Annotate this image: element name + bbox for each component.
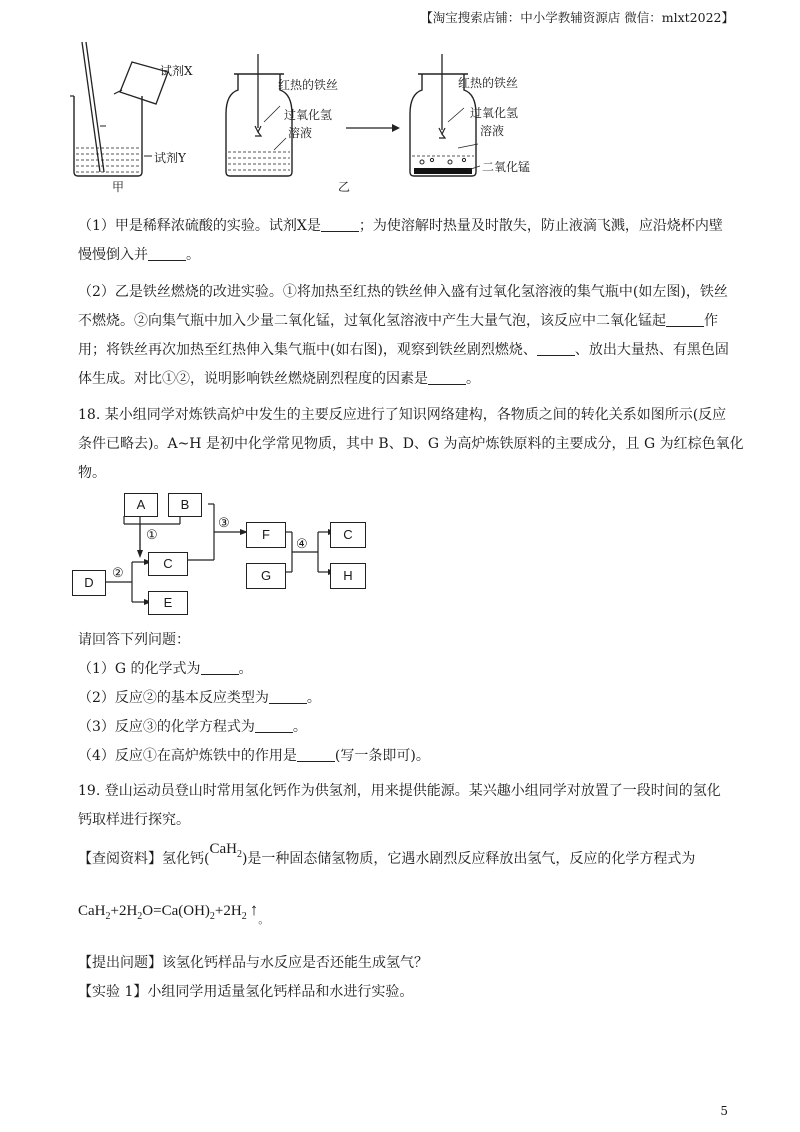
caption-jia: 甲 bbox=[112, 180, 125, 194]
q17-p1-a: （1）甲是稀释浓硫酸的实验。试剂Ⅹ是 bbox=[78, 218, 321, 234]
caption-yi: 乙 bbox=[338, 180, 351, 194]
answer-blank[interactable] bbox=[297, 747, 335, 762]
eq-term-1: CaH bbox=[78, 903, 106, 919]
node-h: H bbox=[330, 563, 366, 589]
q17-part2-line1: （2）乙是铁丝燃烧的改进实验。①将加热至红热的铁丝伸入盛有过氧化氢溶液的集气瓶中(如左图)，铁丝 bbox=[78, 284, 728, 300]
node-f: F bbox=[246, 522, 286, 548]
q18-question-4 bbox=[78, 745, 430, 765]
label-left-wire: 红热的铁丝 bbox=[278, 78, 339, 92]
q19-formula-main: CaH bbox=[209, 841, 237, 857]
q19-data-b: )是一种固态储氢物质，它遇水剧烈反应释放出氢气，反应的化学方程式为 bbox=[241, 851, 696, 867]
node-c-product: C bbox=[330, 522, 366, 548]
label-right-wire: 红热的铁丝 bbox=[458, 76, 519, 90]
q19-intro-1: 19. 登山运动员登山时常用氢化钙作为供氢剂，用来提供能源。某兴趣小组同学对放置了一段时间的氢化 bbox=[78, 783, 721, 799]
eq-end: 。 bbox=[258, 914, 270, 926]
q18-q4-b: (写一条即可)。 bbox=[334, 748, 430, 764]
q18-q4-a: （4）反应①在高炉炼铁中的作用是 bbox=[78, 748, 297, 764]
q17-p2-d: 用；将铁丝再次加热至红热伸入集气瓶中(如右图)，观察到铁丝剧烈燃烧、 bbox=[78, 342, 537, 358]
q19-data-a: 【查阅资料】氢化钙( bbox=[78, 851, 210, 867]
reaction-2-label: ② bbox=[112, 566, 124, 581]
label-left-solution-1: 过氧化氢 bbox=[284, 108, 333, 122]
q17-part1-line1 bbox=[78, 215, 723, 235]
label-reagent-x: 试剂X bbox=[160, 64, 193, 78]
q18-intro-2: 条件已略去)。A~H 是初中化学常见物质，其中 B、D、G 为高炉炼铁原料的主要成分，且 G 为红棕色氧化 bbox=[78, 436, 744, 452]
q18-question-3 bbox=[78, 716, 307, 736]
label-right-solution-1: 过氧化氢 bbox=[470, 106, 519, 120]
q17-p1-c: 慢慢倒入并 bbox=[78, 247, 148, 263]
answer-blank[interactable] bbox=[148, 246, 186, 261]
label-mno2: 二氧化锰 bbox=[482, 160, 531, 174]
q17-part2-line4 bbox=[78, 368, 480, 388]
up-arrow-icon: ↑ bbox=[249, 900, 259, 919]
answer-blank[interactable] bbox=[201, 660, 239, 675]
q18-intro-3: 物。 bbox=[78, 465, 106, 481]
q19-intro-2: 钙取样进行探究。 bbox=[78, 812, 190, 828]
q17-p2-f: 体生成。对比①②，说明影响铁丝燃烧剧烈程度的因素是 bbox=[78, 371, 428, 387]
answer-blank[interactable] bbox=[428, 370, 466, 385]
node-e: E bbox=[148, 591, 188, 615]
q18-question-2 bbox=[78, 687, 321, 707]
bottle-left bbox=[226, 54, 292, 176]
q19-equation bbox=[78, 900, 270, 926]
q18-q3-a: （3）反应③的化学方程式为 bbox=[78, 719, 255, 735]
label-reagent-y: 试剂Y bbox=[154, 151, 186, 165]
q18-prompt: 请回答下列问题： bbox=[78, 632, 190, 648]
answer-blank[interactable] bbox=[255, 718, 293, 733]
reaction-3-label: ③ bbox=[218, 516, 230, 531]
q18-q1-b: 。 bbox=[238, 661, 253, 677]
q17-part2-line2 bbox=[78, 310, 718, 330]
q19-formula-sub: 2 bbox=[236, 849, 242, 860]
reaction-network-diagram bbox=[60, 486, 400, 620]
node-g: G bbox=[246, 563, 286, 589]
q17-p2-c: 作 bbox=[704, 313, 718, 329]
q17-p2-b: 不燃烧。②向集气瓶中加入少量二氧化锰，过氧化氢溶液中产生大量气泡，该反应中二氧化锰起 bbox=[78, 313, 666, 329]
eq-sub: 2 bbox=[241, 911, 247, 922]
answer-blank[interactable] bbox=[321, 217, 359, 232]
q19-reference-data bbox=[78, 841, 696, 870]
page-number: 5 bbox=[720, 1104, 728, 1118]
eq-term-3: O=Ca(OH) bbox=[142, 903, 210, 919]
answer-blank[interactable] bbox=[537, 341, 575, 356]
reaction-4-label: ④ bbox=[296, 537, 308, 552]
q19-experiment: 【实验 1】小组同学用适量氢化钙样品和水进行实验。 bbox=[78, 984, 414, 1000]
q18-intro-1: 18. 某小组同学对炼铁高炉中发生的主要反应进行了知识网络建构，各物质之间的转化关系如图所示(反应 bbox=[78, 407, 727, 423]
eq-sub: 2 bbox=[137, 911, 143, 922]
eq-term-4: +2H bbox=[214, 903, 242, 919]
q17-p1-b: ；为使溶解时热量及时散失，防止液滴飞溅，应沿烧杯内壁 bbox=[358, 218, 723, 234]
node-c: C bbox=[148, 552, 188, 576]
eq-sub: 2 bbox=[209, 911, 215, 922]
q17-p1-d: 。 bbox=[186, 247, 200, 263]
node-b: B bbox=[168, 493, 202, 517]
node-a: A bbox=[124, 493, 158, 517]
q18-question-1 bbox=[78, 658, 253, 678]
q17-part2-line3 bbox=[78, 339, 729, 359]
header-note: 【淘宝搜索店铺：中小学教辅资源店 微信：mlxt2022】 bbox=[420, 10, 734, 25]
reaction-1-label: ① bbox=[146, 528, 158, 543]
q19-formula bbox=[209, 841, 242, 860]
q19-question: 【提出问题】该氢化钙样品与水反应是否还能生成氢气？ bbox=[78, 955, 428, 971]
node-d: D bbox=[72, 570, 106, 596]
q18-q2-b: 。 bbox=[306, 690, 321, 706]
label-left-solution-2: 溶液 bbox=[288, 126, 313, 140]
label-right-solution-2: 溶液 bbox=[480, 124, 505, 138]
q18-q1-a: （1）G 的化学式为 bbox=[78, 661, 201, 677]
q17-p2-g: 。 bbox=[466, 371, 480, 387]
q17-part1-line2 bbox=[78, 244, 200, 264]
eq-term-2: +2H bbox=[110, 903, 138, 919]
q17-p2-e: 、放出大量热、有黑色固 bbox=[574, 342, 729, 358]
q18-q2-a: （2）反应②的基本反应类型为 bbox=[78, 690, 269, 706]
answer-blank[interactable] bbox=[269, 689, 307, 704]
q18-q3-b: 。 bbox=[292, 719, 307, 735]
eq-sub: 2 bbox=[105, 911, 111, 922]
answer-blank[interactable] bbox=[666, 312, 704, 327]
